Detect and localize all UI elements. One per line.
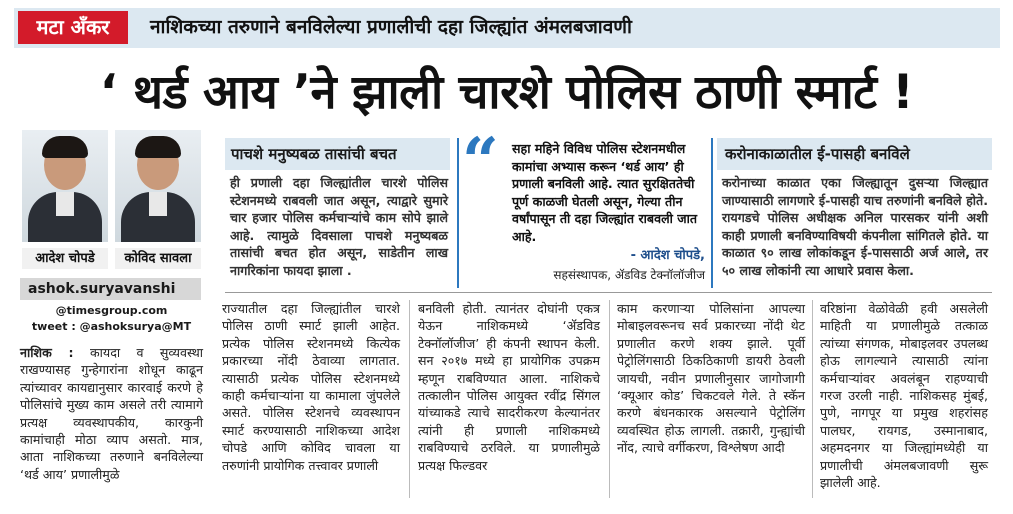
column-divider xyxy=(711,138,713,288)
headline: ‘ थर्ड आय ’ने झाली चारशे पोलिस ठाणी स्मार्ट ! xyxy=(99,65,914,120)
article-text: कायदा व सुव्यवस्था राखण्यासह गुन्हेगारांना शोधून काढून त्यांच्यावर कायद्यानुसार कारवाई करणे हे पोलिसांचे मुख्य काम असले तरी त्यामागे प्रत्यक्ष व्यवस्थापकीय, कारकुनी कामांचाही मोठा व्याप असतो. मात्र, आता नाशिकच्या तरुणाने बनविलेल्या ‘थर्ड आय’ प्रणालीमुळे xyxy=(20,345,203,482)
author-name: ashok.suryavanshi xyxy=(20,278,201,300)
section-divider xyxy=(225,292,992,293)
column-divider xyxy=(609,300,610,498)
article-column: काम करणाऱ्या पोलिसांना आपल्या मोबाइलवरूनच सर्व प्रकारच्या नोंदी थेट प्रणालीत करणे शक्य झाले. पूर्वी पेट्रोलिंगसाठी ठिकठिकाणी डायरी ठेवली जायची, नवीन प्रणालीनुसार जागोजागी ‘क्यूआर कोड’ चिकटवले गेले. ते स्कॅन करणे बंधनकारक असल्याने पेट्रोलिंग व्यवस्थित होऊ लागली. तक्रारी, गुन्ह्यांची नोंद, त्याचे वर्गीकरण, विश्लेषण आदी xyxy=(617,301,805,456)
box-text: करोनाच्या काळात एका जिल्ह्यातून दुसऱ्या जिल्ह्यात जाण्यासाठी लागणारे ई-पासही याच तरुणांनी बनविले होते. रायगडचे पोलिस अधीक्षक अनिल पारसकर यांनी अशी काही प्रणाली बनविण्याविषयी कंपनीला सांगितले होते. या काळात ९० लाख लोकांकडून ई-पाससाठी अर्ज आले, तर ५० लाख लोकांनी त्या आधारे प्रवास केला. xyxy=(722,175,988,278)
photo-caption: आदेश चोपडे xyxy=(22,248,108,269)
person-hair xyxy=(42,136,88,158)
article-column xyxy=(20,344,203,483)
column-divider xyxy=(457,138,459,288)
box-title: करोनाकाळातील ई-पासही बनविले xyxy=(717,138,992,170)
dateline: नाशिक : xyxy=(20,345,74,360)
kicker-line: नाशिकच्या तरुणाने बनविलेल्या प्रणालीची दहा जिल्ह्यांत अंमलबजावणी xyxy=(150,16,632,38)
pull-quote: सहा महिने विविध पोलिस स्टेशनमधील कामांचा अभ्यास करून ‘थर्ड आय’ ही प्रणाली बनविली आहे. त्यात सुरक्षिततेची पूर्ण काळजी घेतली असून, गेल्या तीन वर्षांपासून ती दहा जिल्ह्यांत राबवली जात आहे. xyxy=(512,141,698,244)
column-divider xyxy=(812,300,813,498)
photo-aadesh xyxy=(22,130,108,242)
person-collar xyxy=(149,192,167,216)
section-tag: मटा अँकर xyxy=(18,11,128,44)
author-tweet: tweet : @ashoksurya@MT xyxy=(31,320,192,333)
photo-kovid xyxy=(115,130,201,242)
quote-author-role: सहसंस्थापक, ॲडविड टेक्नॉलॉजीज xyxy=(553,268,705,282)
quote-author: - आदेश चोपडे, xyxy=(630,248,705,263)
article-column: बनविली होती. त्यानंतर दोघांनी एकत्र येऊन नाशिकमध्ये ‘ॲडविड टेक्नॉलॉजीज’ ही कंपनी स्थापन केली. सन २०१७ मध्ये हा प्रायोगिक उपक्रम म्हणून राबविण्यात आला. नाशिकचे तत्कालीन पोलिस आयुक्त रवींद्र सिंगल यांच्याकडे त्याचे सादरीकरण केल्यानंतर त्यांनी ही प्रणाली नाशिकमध्ये राबविण्याचे ठरविले. या प्रणालीमुळे प्रत्यक्ष फिल्डवर xyxy=(418,301,600,473)
box-text: ही प्रणाली दहा जिल्ह्यांतील चारशे पोलिस स्टेशनमध्ये राबवली जात असून, त्याद्वारे सुमारे चार हजार पोलिस कर्मचाऱ्यांचे काम सोपे झाले आहे. त्यामुळे दिवसाला पाचशे मनुष्यबळ तासांची बचत होत असून, साडेतीन लाख नागरिकांना फायदा झाला . xyxy=(230,175,448,278)
column-divider xyxy=(409,300,410,498)
quote-mark-icon: “ xyxy=(462,124,499,199)
article-column: राज्यातील दहा जिल्ह्यांतील चारशे पोलिस ठाणी स्मार्ट झाली आहेत. प्रत्येक पोलिस स्टेशनमध्ये कित्येक प्रकारच्या नोंदी ठेवाव्या लागतात. त्यासाठी प्रत्येक पोलिस स्टेशनमध्ये काही कर्मचाऱ्यांना या कामाला जुंपलेले असते. पोलिस स्टेशनचे व्यवस्थापन स्मार्ट करण्यासाठी नाशिकच्या आदेश चोपडे आणि कोविद चावला या तरुणांनी प्रायोगिक तत्त्वावर प्रणाली xyxy=(222,301,400,473)
person-hair xyxy=(135,136,181,158)
box-title: पाचशे मनुष्यबळ तासांची बचत xyxy=(225,138,450,170)
photo-caption: कोविद सावला xyxy=(115,248,201,269)
person-collar xyxy=(56,192,74,216)
author-email: @timesgroup.com xyxy=(55,304,168,317)
article-column: वरिष्ठांना वेळोवेळी हवी असलेली माहिती या प्रणालीमुळे तत्काळ त्यांच्या संगणक, मोबाइलवर उपलब्ध होऊ लागल्याने त्यासाठी त्यांना कर्मचाऱ्यांवर अवलंबून राहण्याची गरज उरली नाही. नाशिकसह मुंबई, पुणे, नागपूर या प्रमुख शहरांसह पालघर, रायगड, उस्मानाबाद, अहमदनगर या जिल्ह्यांमध्येही या प्रणालीची अंमलबजावणी सुरू झालेली आहे. xyxy=(820,301,988,491)
